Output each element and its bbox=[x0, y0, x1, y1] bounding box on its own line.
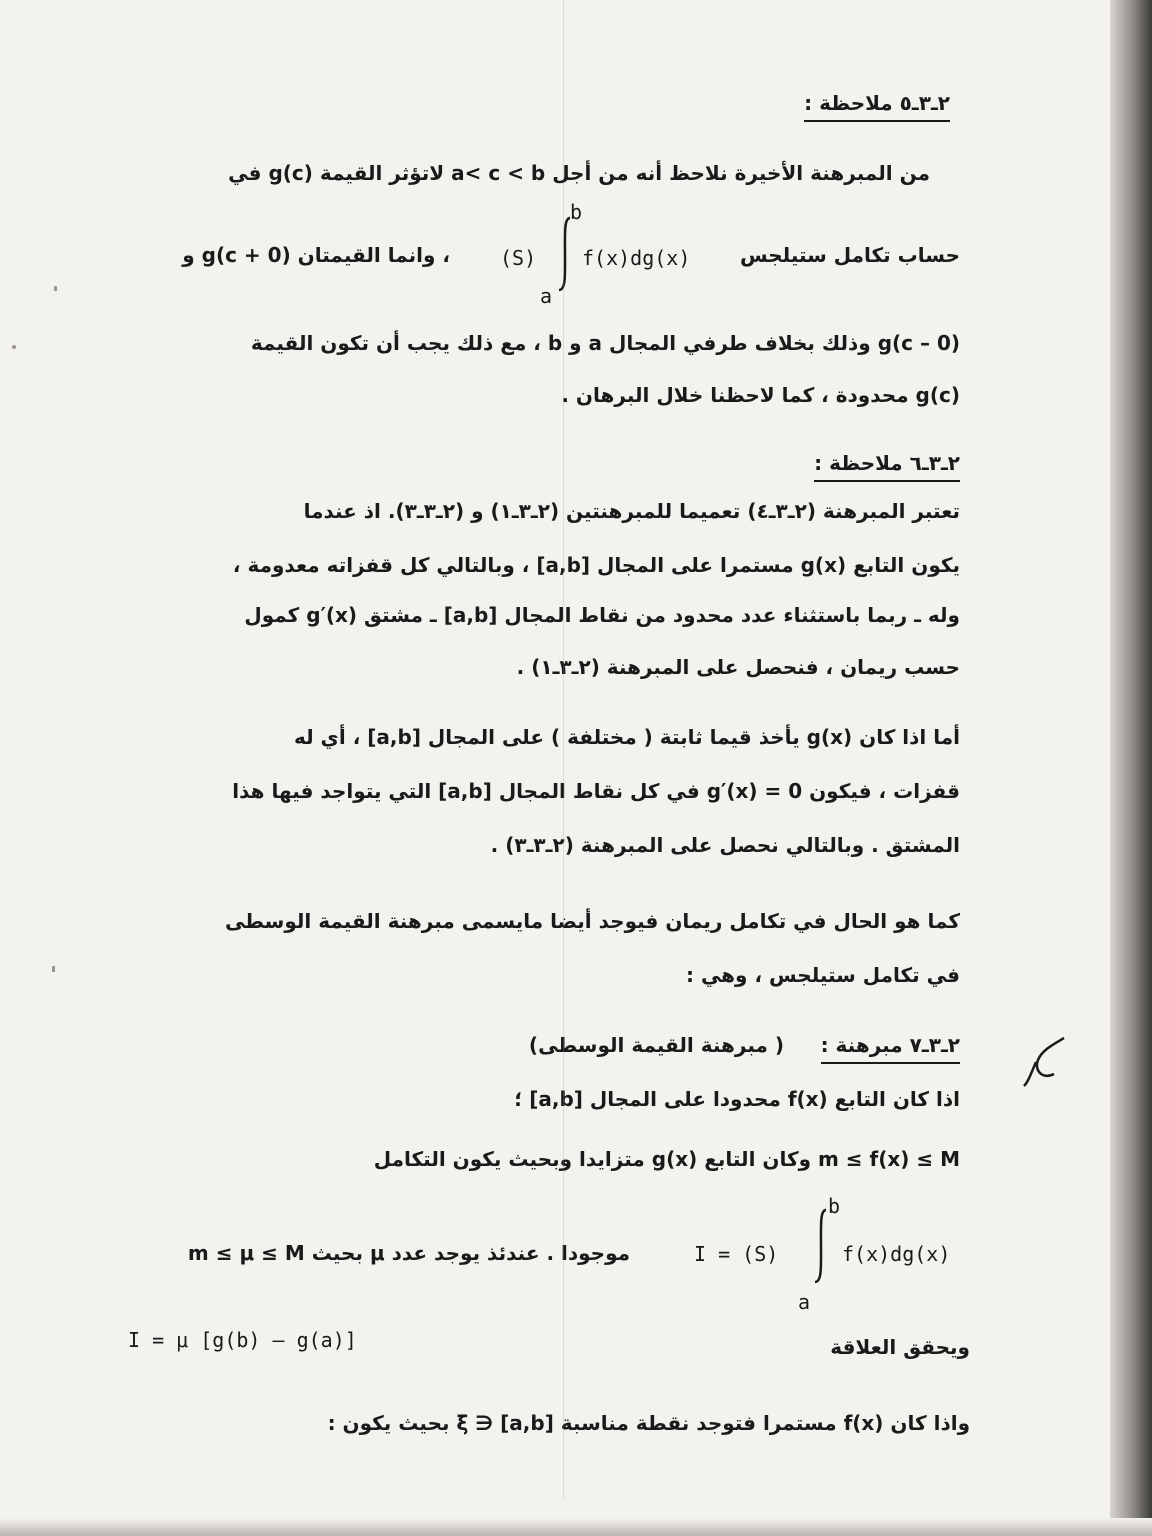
note2-p1-line3: وله ـ ربما باستثناء عدد محدود من نقاط المجال [a,b] ـ مشتق g′(x) كمول bbox=[244, 603, 960, 627]
integral2-upper-limit: b bbox=[828, 1194, 841, 1218]
note1-line4: (g(c محدودة ، كما لاحظنا خلال البرهان . bbox=[561, 383, 960, 407]
integral1-lower-limit: a bbox=[540, 284, 553, 308]
note2-p1-line1: تعتبر المبرهنة (٢ـ٣ـ٤) تعميما للمبرهنتين (٢ـ٣ـ١) و (٢ـ٣ـ٣). اذ عندما bbox=[303, 499, 960, 523]
theorem-relation-formula: I = μ [g(b) – g(a)] bbox=[128, 1328, 357, 1352]
scan-fold-line bbox=[563, 0, 564, 1500]
theorem-heading-2-3-7: ٢ـ٣ـ٧ مبرهنة : bbox=[821, 1030, 960, 1064]
note2-p2-line2: قفزات ، فيكون 0 = g′(x) في كل نقاط المجال [a,b] التي يتواجد فيها هذا bbox=[232, 779, 960, 803]
theorem-line4-text: ويحقق العلاقة bbox=[830, 1335, 970, 1359]
page-binding-edge bbox=[1110, 0, 1152, 1536]
note1-line2-text: حساب تكامل ستيلجس bbox=[739, 243, 960, 267]
theorem-heading-rest: ( مبرهنة القيمة الوسطى) bbox=[528, 1033, 784, 1057]
integral-sign-1 bbox=[556, 214, 574, 294]
note2-p1-line2: يكون التابع g(x) مستمرا على المجال [a,b] ، وبالتالي كل قفزاته معدومة ، bbox=[232, 553, 960, 577]
page-bottom-edge bbox=[0, 1518, 1152, 1536]
note1-line2-rest: ، وانما القيمتان g(c + 0) و bbox=[182, 243, 450, 267]
note-heading-2-3-5: ٢ـ٣ـ٥ ملاحظة : bbox=[804, 88, 950, 122]
note2-p1-line4: حسب ريمان ، فنحصل على المبرهنة (٢ـ٣ـ١) . bbox=[516, 655, 960, 679]
note2-p3-line2: في تكامل ستيلجس ، وهي : bbox=[685, 963, 960, 987]
theorem-line1: اذا كان التابع f(x) محدودا على المجال [a,b] ؛ bbox=[514, 1087, 960, 1111]
theorem-integral-prefix: I = (S) bbox=[694, 1242, 779, 1266]
theorem-line5: واذا كان f(x) مستمرا فتوجد نقطة مناسبة ξ ∋ [a,b] بحيث يكون : bbox=[327, 1411, 970, 1435]
integral1-upper-limit: b bbox=[570, 200, 583, 224]
note2-p2-line3: المشتق . وبالتالي نحصل على المبرهنة (٢ـ٣ـ٣) . bbox=[490, 833, 960, 857]
integral2-lower-limit: a bbox=[798, 1290, 811, 1314]
scan-speck bbox=[54, 286, 57, 291]
scan-speck bbox=[52, 966, 55, 972]
integral-sign-2 bbox=[812, 1206, 830, 1286]
integral1-integrand: f(x)dg(x) bbox=[582, 246, 691, 270]
note-heading-2-3-6: ٢ـ٣ـ٦ ملاحظة : bbox=[814, 448, 960, 482]
integral1-prefix: (S) bbox=[500, 246, 537, 270]
handwritten-check-icon bbox=[1020, 1030, 1070, 1090]
theorem-line3-text: موجودا . عندئذ يوجد عدد μ بحيث m ≤ μ ≤ M bbox=[187, 1241, 630, 1265]
theorem-integrand: f(x)dg(x) bbox=[842, 1242, 951, 1266]
theorem-line2: m ≤ f(x) ≤ M وكان التابع g(x) متزايدا وبحيث يكون التكامل bbox=[373, 1147, 960, 1171]
scan-speck bbox=[12, 345, 16, 349]
note1-line1: من المبرهنة الأخيرة نلاحظ أنه من أجل a< c < b لاتؤثر القيمة g(c) في bbox=[228, 161, 930, 185]
note2-p3-line1: كما هو الحال في تكامل ريمان فيوجد أيضا مايسمى مبرهنة القيمة الوسطى bbox=[224, 909, 960, 933]
note2-p2-line1: أما اذا كان g(x) يأخذ قيما ثابتة ( مختلفة ) على المجال [a,b] ، أي له bbox=[293, 725, 960, 749]
note1-line3: (g(c – 0 وذلك بخلاف طرفي المجال a و b ، مع ذلك يجب أن تكون القيمة bbox=[250, 331, 960, 355]
